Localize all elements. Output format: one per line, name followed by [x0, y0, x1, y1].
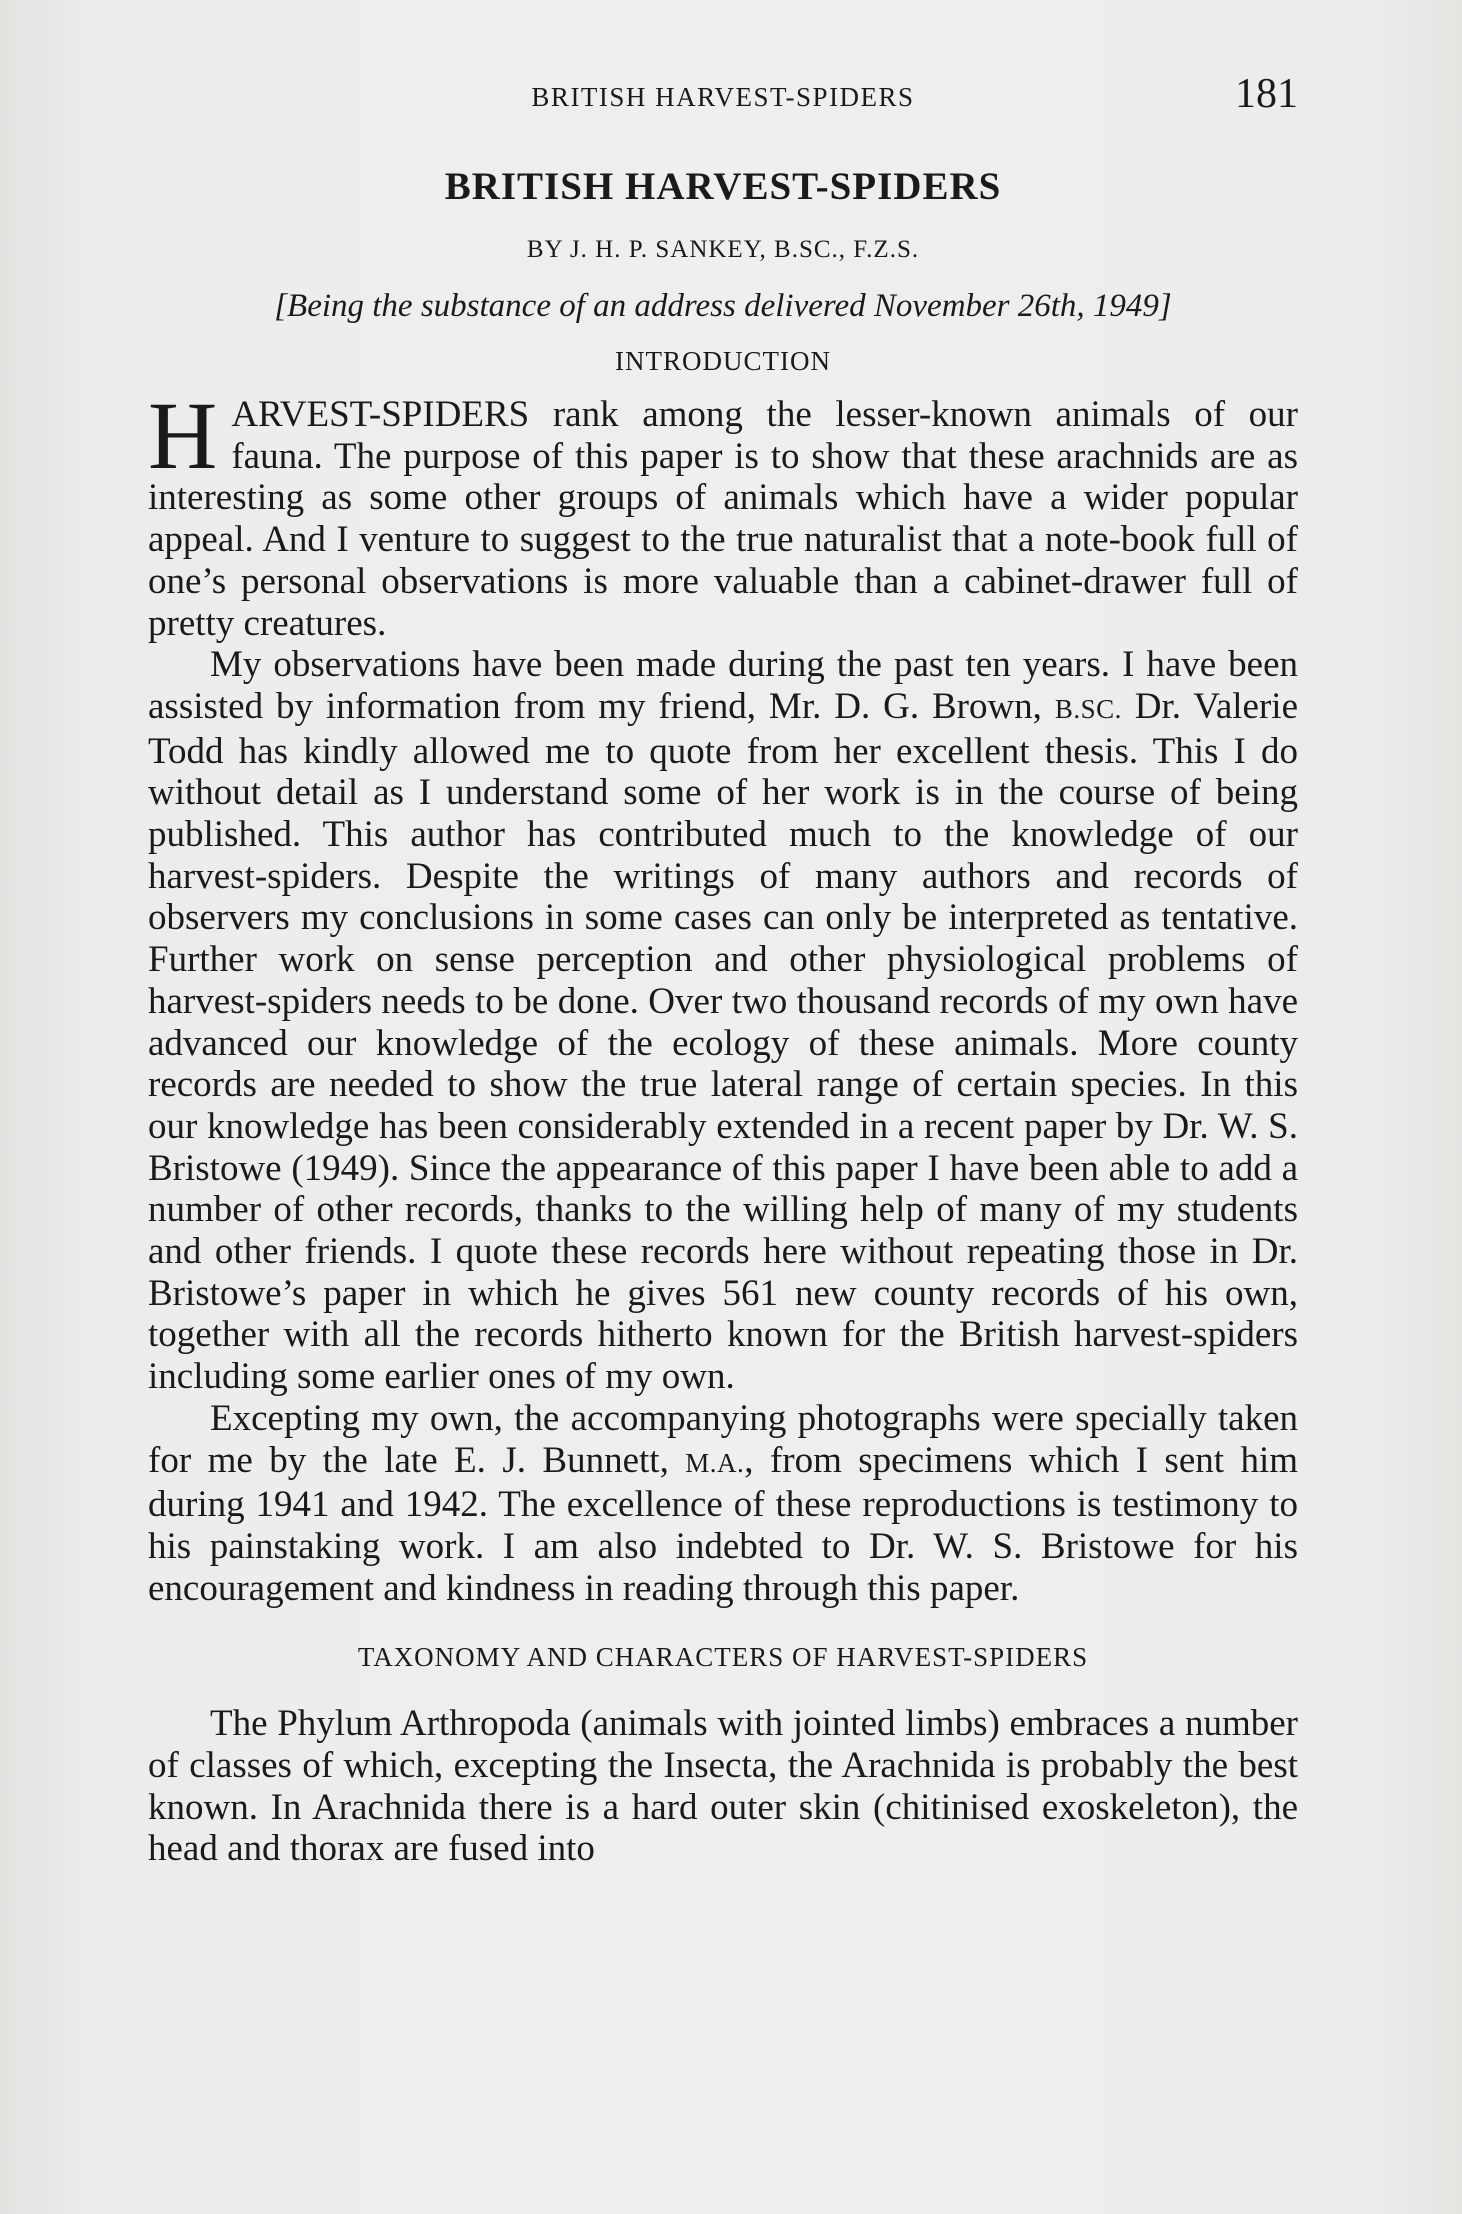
taxonomy-heading: TAXONOMY AND CHARACTERS OF HARVEST-SPIDERS [357, 1642, 1089, 1673]
paragraph-2-text-b: Dr. Valerie Todd has kindly allowed me to quote from her excellent thesis. This I do without detail as I understand some of her work is in the course of being published. This author has contributed much to the knowledge of our harvest-spiders. Despite the writings of many authors and records of observers my conclusions in some cases can only be interpreted as tentative. Further work on sense perception and other physiological problems of harvest-spiders needs to be done. Over two thousand records of my own have advanced our knowledge of the ecology of these animals. More county records are needed to show the true lateral range of certain species. In this our knowledge has been considerably extended in a recent paper by Dr. W. S. Bristowe (1949). Since the appearance of this paper I have been able to add a number of other records, thanks to the willing help of many of my students and other friends. I quote these records here without repeating those in Dr. Bristowe’s paper in which he gives 561 new county records of his own, together with all the records hitherto known for the British harvest-spiders including some earlier ones of my own. [148, 685, 1299, 1398]
paragraph-1 [148, 382, 1298, 644]
drop-cap: H [148, 382, 218, 489]
paragraph-1-text: ARVEST-SPIDERS rank among the lesser-known animals of our fauna. The purpose of this paper is to show that these arachnids are as interesting as some other groups of animals which have a wider popular appeal. And I venture to suggest to the true naturalist that a note-book full of one’s personal observations is more valuable than a cabinet-drawer full of pretty creatures. [148, 394, 1298, 644]
paragraph-3-text-b: , from specimens which I sent him during 1941 and 1942. The excellence of these reproductions is testimony to his painstaking work. I am also indebted to Dr. W. S. Bristowe for his encouragement and kindness in reading through this paper. [148, 1439, 1298, 1609]
page-header [148, 64, 1298, 124]
degree-bsc: B.SC. [1054, 693, 1122, 724]
paragraph-2-text-a: My observations have been made during the past ten years. I have been assisted by information from my friend, Mr. D. G. Brown, [148, 644, 1298, 727]
paragraph-4-text: The Phylum Arthropoda (animals with jointed limbs) embraces a number of classes of which, excepting the Insecta, the Arachnida is probably the best known. In Arachnida there is a hard outer skin (chitinised exoskeleton), the head and thorax are fused into [148, 1703, 1298, 1870]
paragraph-4 [148, 1703, 1298, 1870]
paragraph-3 [148, 1398, 1298, 1610]
paragraph-2 [148, 644, 1298, 1398]
article-byline: BY J. H. P. SANKEY, B.SC., F.Z.S. [526, 236, 920, 263]
article-title: BRITISH HARVEST-SPIDERS [444, 165, 1002, 208]
running-head: BRITISH HARVEST-SPIDERS [531, 82, 915, 112]
body-text [148, 382, 1299, 1870]
article-note: [Being the substance of an address delivered November 26th, 1949] [274, 288, 1172, 324]
page-number: 181 [1235, 71, 1298, 117]
degree-ma: M.A. [685, 1447, 745, 1478]
paragraph-3-text-a: Excepting my own, the accompanying photographs were specially taken for me by the late E. J. Bunnett, [148, 1397, 1298, 1481]
introduction-heading: INTRODUCTION [615, 346, 831, 376]
